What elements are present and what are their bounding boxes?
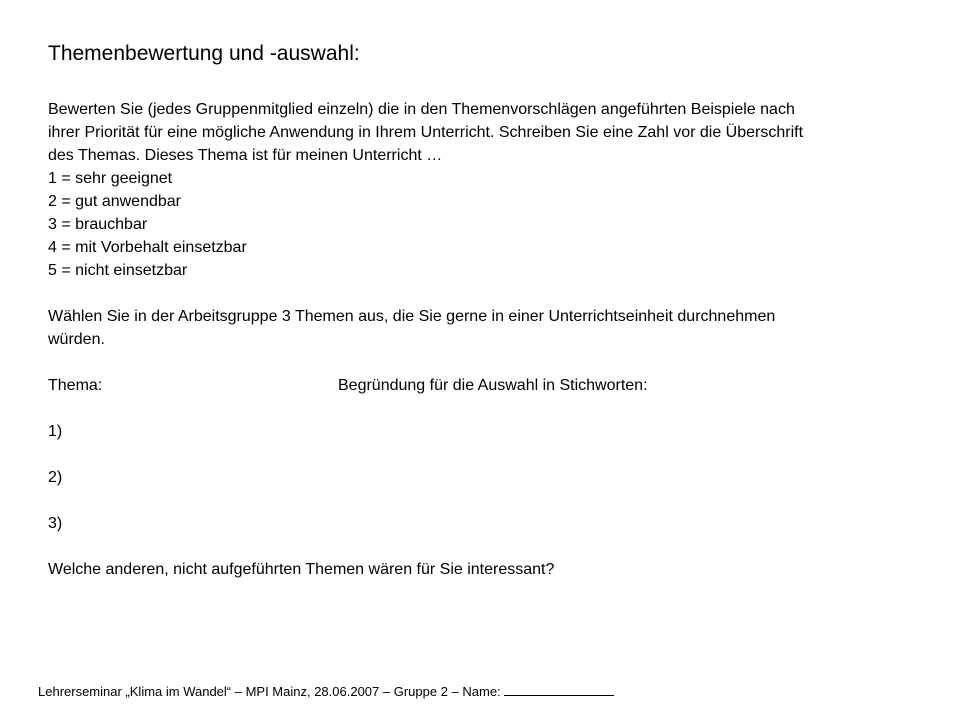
name-blank-line [504,683,614,696]
footer-text: Lehrerseminar „Klima im Wandel“ – MPI Mainz, 28.06.2007 – Gruppe 2 – Name: [38,684,501,699]
scale-item-1: 1 = sehr geeignet [48,170,173,187]
spacer [48,489,938,512]
scale-item-5: 5 = nicht einsetzbar [48,262,188,279]
header-begruendung: Begründung für die Auswahl in Stichworten: [338,377,648,394]
scale-item-4: 4 = mit Vorbehalt einsetzbar [48,239,247,256]
scale-item-3: 3 = brauchbar [48,216,148,233]
instructions-block [48,98,938,581]
item-3: 3) [48,515,63,532]
spacer [48,351,938,374]
header-thema: Thema: [48,377,103,394]
intro-line-3: des Themas. Dieses Thema ist für meinen Unterricht … [48,147,443,164]
spacer [48,443,938,466]
item-1: 1) [48,423,63,440]
spacer [48,535,938,558]
intro-line-1: Bewerten Sie (jedes Gruppenmitglied einzeln) die in den Themenvorschlägen angeführten Beispiele nach [48,101,795,118]
selection-line-2: würden. [48,331,105,348]
item-2: 2) [48,469,63,486]
question: Welche anderen, nicht aufgeführten Themen wären für Sie interessant? [48,561,555,578]
intro-line-2: ihrer Priorität für eine mögliche Anwendung in Ihrem Unterricht. Schreiben Sie eine Zahl vor die Überschrift [48,124,804,141]
page-title: Themenbewertung und -auswahl: [48,42,360,65]
spacer [48,282,938,305]
footer [38,683,614,699]
spacer [48,397,938,420]
scale-item-2: 2 = gut anwendbar [48,193,181,210]
selection-line-1: Wählen Sie in der Arbeitsgruppe 3 Themen aus, die Sie gerne in einer Unterrichtseinheit durchnehmen [48,308,776,325]
table-header [48,374,938,397]
